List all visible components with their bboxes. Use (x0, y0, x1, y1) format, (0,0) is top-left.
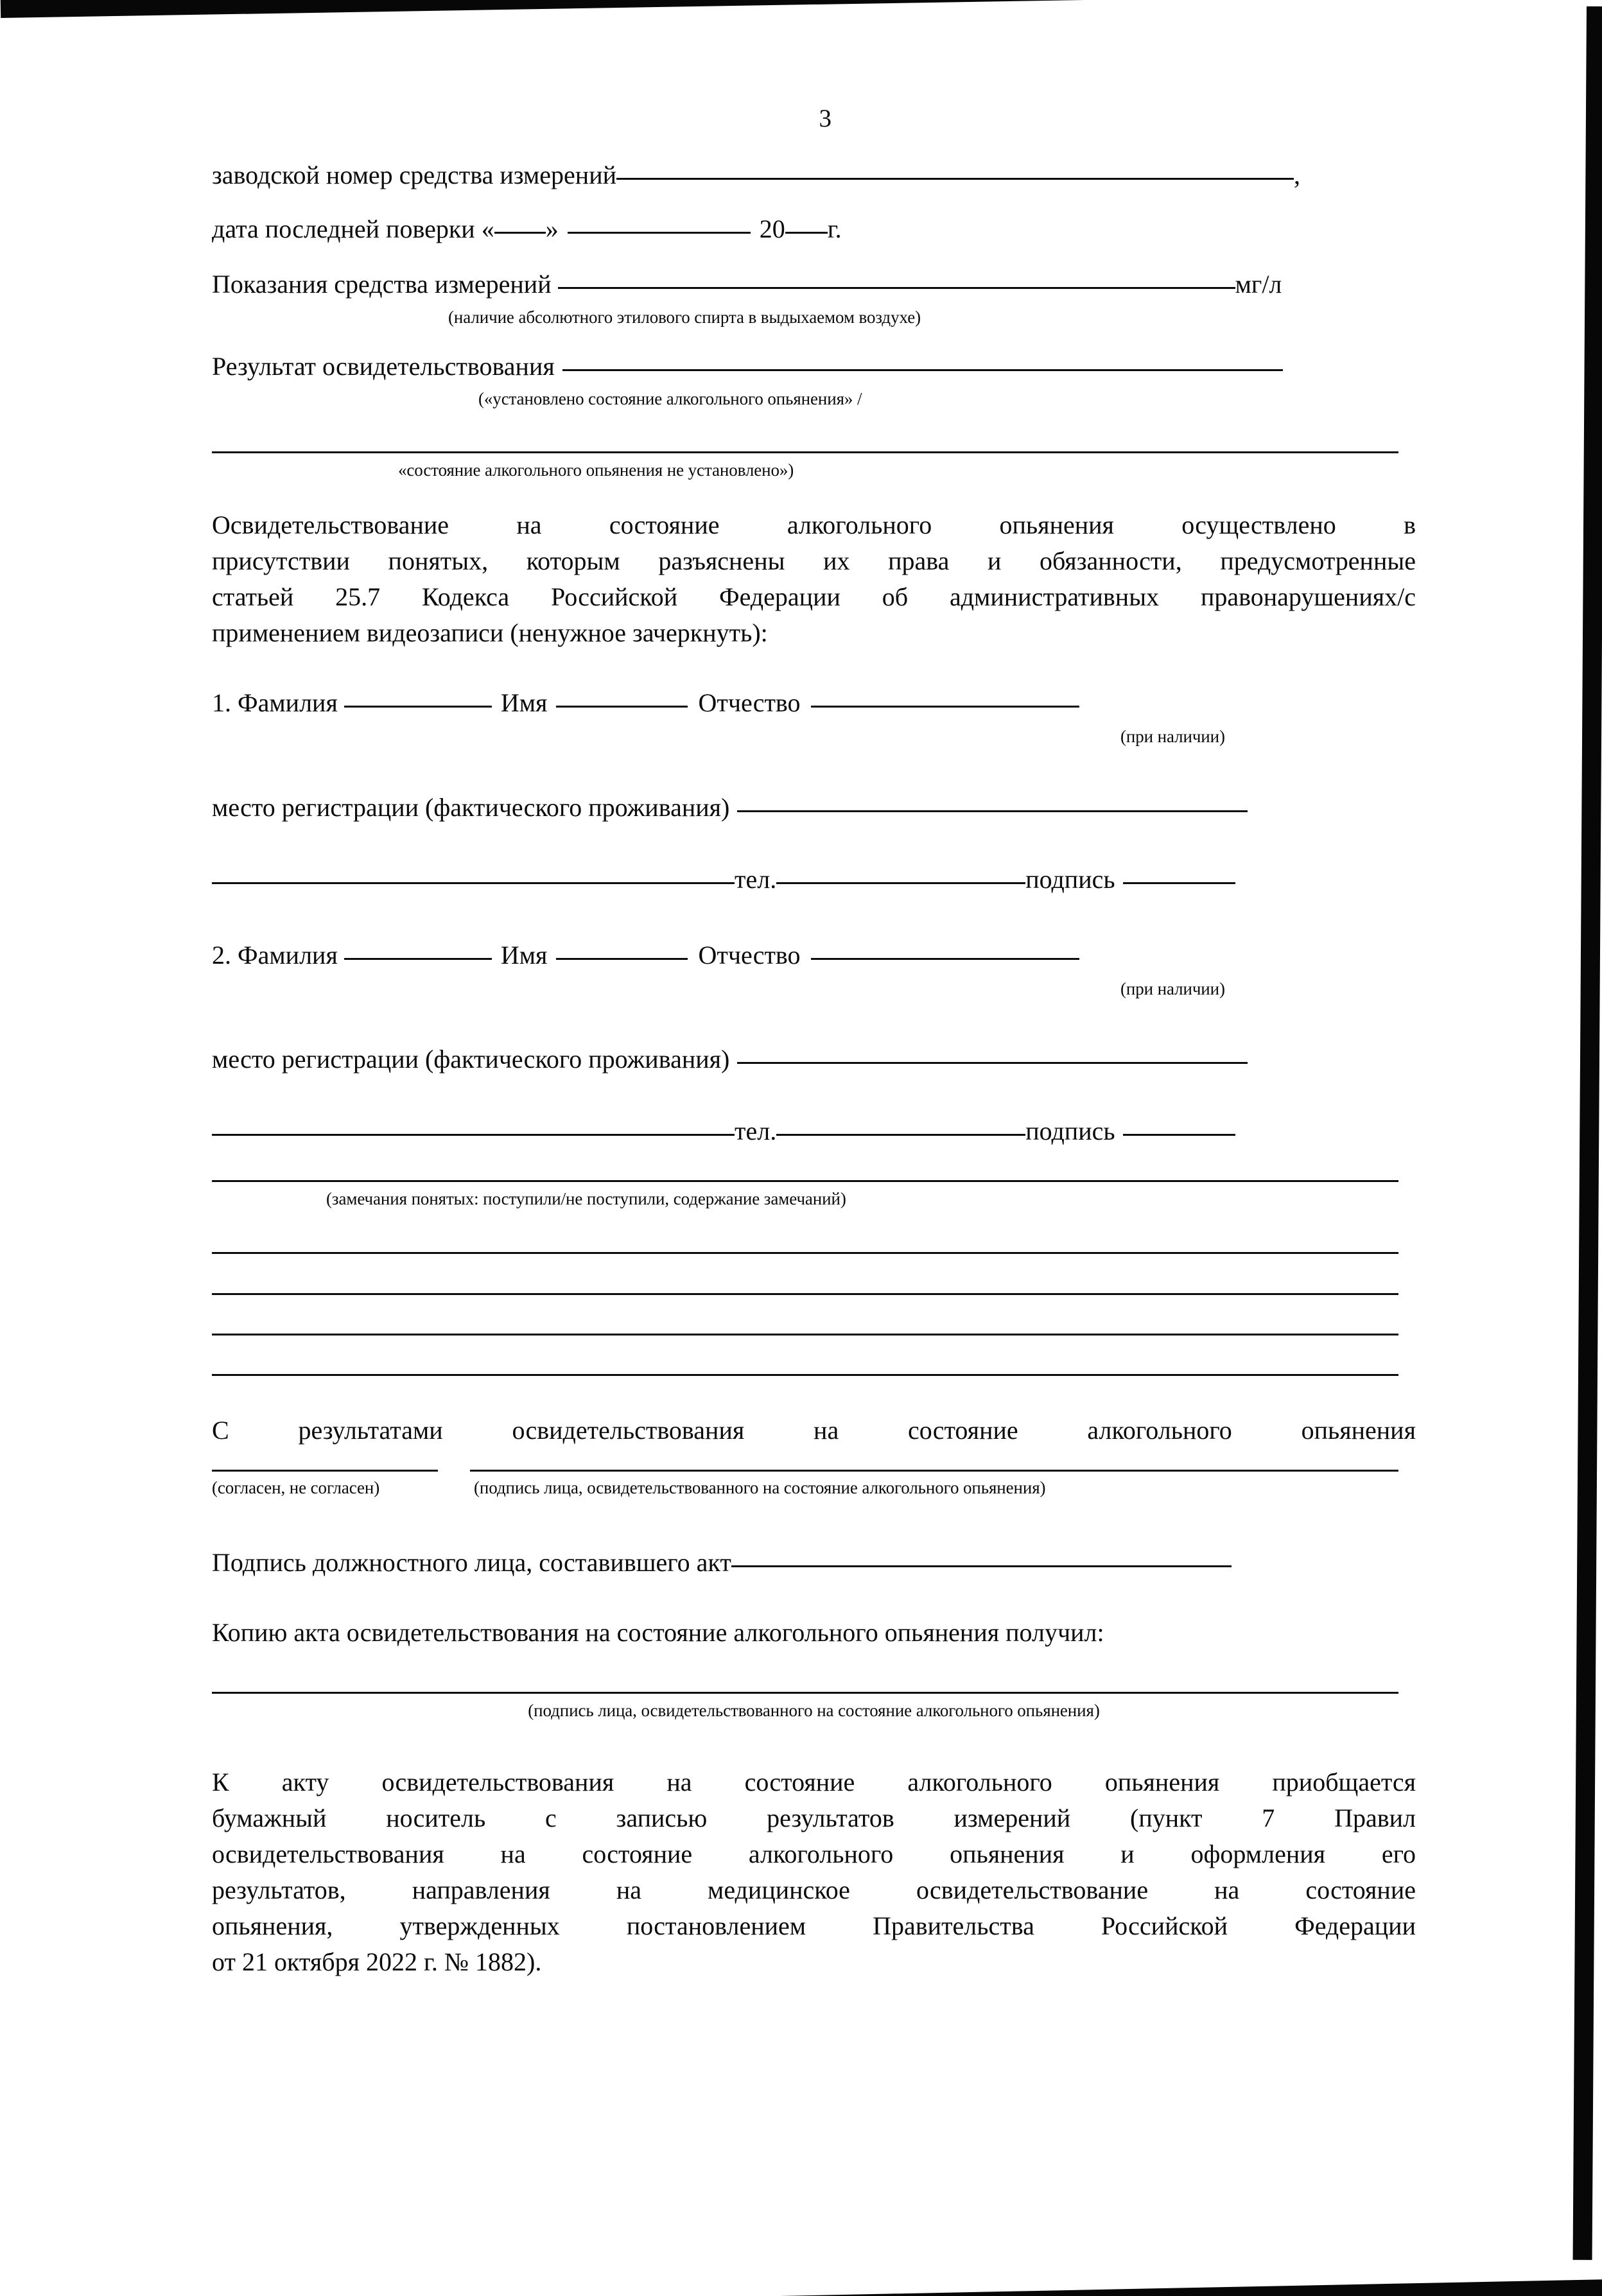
witness-1-phone-row (212, 867, 1416, 892)
agreement-text: С результатами освидетельствования на состояние алкогольного опьянения (212, 1416, 1416, 1445)
page-number (212, 104, 1416, 133)
device-reading-caption: (наличие абсолютного этилового спирта в выдыхаемом воздухе) (448, 308, 921, 327)
witness-2-firstname-input[interactable] (556, 958, 688, 960)
witness-1-firstname-label: Имя (500, 688, 548, 717)
page-number-value: 3 (819, 105, 832, 132)
closing-paragraph-line-2: бумажный носитель с записью результатов измерений (пункт 7 Правил (212, 1804, 1416, 1832)
witness-2-patronymic-caption: (при наличии) (1120, 979, 1225, 998)
witness-1-patronymic-caption: (при наличии) (1120, 727, 1225, 746)
examined-person-signature-caption: (подпись лица, освидетельствованного на состояние алкогольного опьянения) (474, 1478, 1046, 1497)
closing-paragraph-line-5: опьянения, утвержденных постановлением Правительства Российской Федерации (212, 1911, 1416, 1940)
quote-open: « (481, 214, 494, 243)
witness-2-phone-row (212, 1118, 1416, 1144)
examined-person-signature-input[interactable] (470, 1470, 1398, 1472)
witness-2-address-input-continued[interactable] (212, 1134, 735, 1136)
witness-1-phone-label: тел. (735, 865, 777, 894)
official-signature-label: Подпись должностного лица, составившего акт (212, 1548, 731, 1577)
witness-2-name-row (212, 943, 1416, 968)
verification-year-input[interactable] (785, 232, 828, 234)
year-prefix: 20 (759, 214, 785, 243)
year-suffix: г. (827, 214, 842, 243)
witness-2-phone-input[interactable] (776, 1134, 1025, 1136)
result-input-second-line[interactable] (212, 451, 1398, 453)
closing-paragraph (212, 1764, 1416, 1980)
remarks-input-line-4[interactable] (212, 1334, 1398, 1335)
witness-1-patronymic-label: Отчество (698, 688, 801, 717)
device-reading-label: Показания средства измерений (212, 270, 552, 299)
consent-input[interactable] (212, 1470, 438, 1472)
witness-1-address-label: место регистрации (фактического проживания) (212, 793, 730, 822)
closing-paragraph-line-4: результатов, направления на медицинское освидетельствование на состояние (212, 1875, 1416, 1904)
scan-edge-right (1573, 6, 1602, 2260)
witness-2-phone-label: тел. (735, 1117, 777, 1145)
witness-1-signature-input[interactable] (1123, 882, 1235, 884)
witness-2-patronymic-label: Отчество (698, 941, 801, 970)
device-serial-row (212, 162, 1416, 188)
witness-1-address-input[interactable] (737, 810, 1248, 812)
procedure-paragraph (212, 507, 1416, 651)
closing-paragraph-line-3: освидетельствования на состояние алкогольного опьянения и оформления его (212, 1839, 1416, 1868)
remarks-input-line-5[interactable] (212, 1374, 1398, 1376)
device-serial-label: заводской номер средства измерений (212, 161, 616, 189)
witness-2-surname-label: 2. Фамилия (212, 941, 338, 970)
closing-paragraph-line-1: К акту освидетельствования на состояние алкогольного опьянения приобщается (212, 1768, 1416, 1796)
verification-date-label: дата последней поверки (212, 214, 475, 243)
verification-month-input[interactable] (568, 232, 751, 234)
witness-2-signature-input[interactable] (1123, 1134, 1235, 1136)
copy-receipt-caption: (подпись лица, освидетельствованного на состояние алкогольного опьянения) (528, 1701, 1100, 1720)
remarks-input-line-2[interactable] (212, 1252, 1398, 1254)
device-reading-input[interactable] (558, 287, 1235, 289)
procedure-paragraph-line-3: статьей 25.7 Кодекса Российской Федерации об административных правонарушениях/с (212, 582, 1416, 611)
copy-receipt-signature-input[interactable] (212, 1692, 1398, 1694)
witness-1-name-row (212, 690, 1416, 716)
copy-receipt-row (212, 1620, 1416, 1646)
witness-2-address-input[interactable] (737, 1062, 1248, 1064)
copy-receipt-label: Копию акта освидетельствования на состояние алкогольного опьянения получил: (212, 1618, 1104, 1647)
witness-1-address-row (212, 795, 1416, 821)
witness-1-patronymic-input[interactable] (811, 706, 1079, 708)
witness-2-surname-input[interactable] (344, 958, 492, 960)
procedure-paragraph-line-2: присутствии понятых, которым разъяснены их права и обязанности, предусмотренные (212, 546, 1416, 575)
result-caption-line-1: («установлено состояние алкогольного опьянения» / (478, 389, 862, 408)
witness-2-address-row (212, 1047, 1416, 1072)
device-serial-input[interactable] (616, 178, 1294, 180)
quote-close: » (545, 214, 559, 243)
result-row (212, 354, 1416, 379)
device-reading-row (212, 272, 1416, 297)
official-signature-input[interactable] (731, 1565, 1232, 1567)
page-content (212, 0, 1416, 2296)
agreement-paragraph (212, 1413, 1416, 1448)
verification-date-row (212, 216, 1416, 242)
remarks-caption: (замечания понятых: поступили/не поступили, содержание замечаний) (326, 1189, 846, 1208)
witness-1-address-input-continued[interactable] (212, 882, 735, 884)
witness-2-signature-label: подпись (1025, 1117, 1115, 1145)
witness-1-phone-input[interactable] (776, 882, 1025, 884)
procedure-paragraph-line-4: применением видеозаписи (ненужное зачеркнуть): (212, 618, 768, 647)
remarks-input-line-3[interactable] (212, 1293, 1398, 1295)
official-signature-row (212, 1550, 1416, 1576)
witness-1-firstname-input[interactable] (556, 706, 688, 708)
remarks-input-line-1[interactable] (212, 1180, 1398, 1182)
witness-2-firstname-label: Имя (500, 941, 548, 970)
consent-caption: (согласен, не согласен) (212, 1478, 380, 1497)
device-reading-units: мг/л (1235, 270, 1282, 299)
witness-1-surname-label: 1. Фамилия (212, 688, 338, 717)
verification-day-input[interactable] (494, 232, 546, 234)
device-serial-comma: , (1294, 161, 1300, 189)
witness-2-patronymic-input[interactable] (811, 958, 1079, 960)
result-input[interactable] (562, 369, 1283, 371)
witness-1-surname-input[interactable] (344, 706, 492, 708)
result-label: Результат освидетельствования (212, 352, 555, 381)
procedure-paragraph-line-1: Освидетельствование на состояние алкогольного опьянения осуществлено в (212, 510, 1416, 539)
result-caption-line-2: «состояние алкогольного опьянения не установлено») (398, 460, 794, 480)
witness-1-signature-label: подпись (1025, 865, 1115, 894)
closing-paragraph-line-6: от 21 октября 2022 г. № 1882). (212, 1947, 542, 1976)
witness-2-address-label: место регистрации (фактического проживания) (212, 1045, 730, 1074)
